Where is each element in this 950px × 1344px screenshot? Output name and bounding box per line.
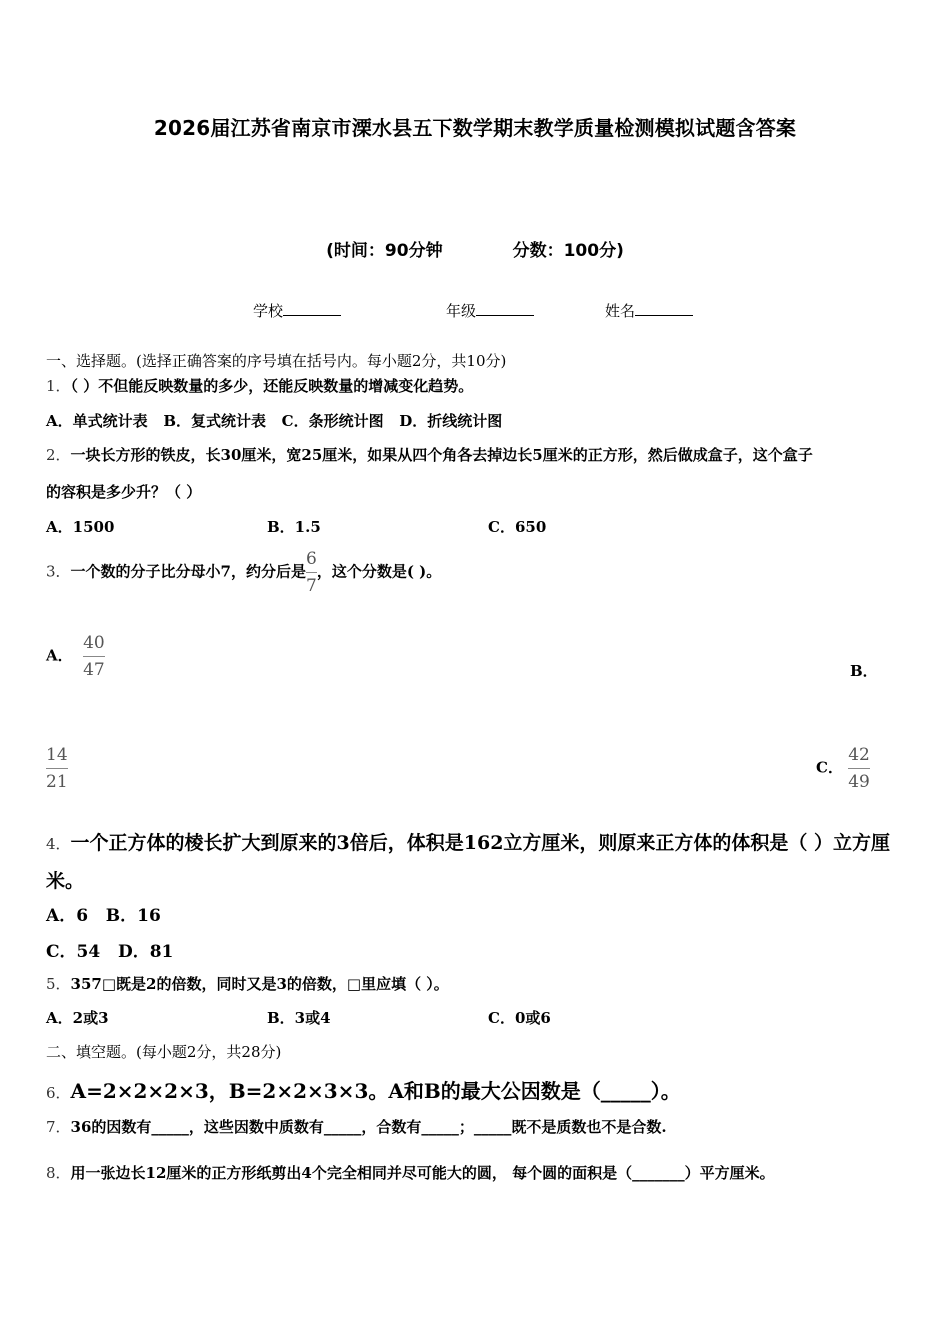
page-title: 2026届江苏省南京市溧水县五下数学期末教学质量检测模拟试题含答案 xyxy=(153,116,797,140)
question-4-line2: 米。 xyxy=(46,870,85,892)
grade-field: 年级 xyxy=(446,300,534,321)
question-1-options: A．单式统计表 B．复式统计表 C．条形统计图 D．折线统计图 xyxy=(46,412,503,430)
question-3: 3．一个数的分子比分母小7，约分后是 $\frac{6}{7}$ ，这个分数是( )。 xyxy=(46,549,442,596)
exam-score: 分数：100分) xyxy=(512,241,624,261)
school-field: 学校 xyxy=(253,300,341,321)
question-4-options-row1: A．6 B．16 xyxy=(46,906,161,926)
name-field: 姓名 xyxy=(605,300,693,321)
exam-meta xyxy=(0,236,950,261)
question-2-option-c: C．650 xyxy=(488,518,547,536)
section-heading-fill: 二、填空题。(每小题2分，共28分) xyxy=(46,1043,282,1061)
question-5-option-b: B．3或4 xyxy=(267,1009,331,1027)
section-heading-choice: 一、选择题。(选择正确答案的序号填在括号内。每小题2分，共10分) xyxy=(46,352,507,370)
question-2-option-b: B．1.5 xyxy=(267,518,321,536)
question-3-option-b-label: B． xyxy=(850,662,878,680)
question-1: 1．（ ）不但能反映数量的多少，还能反映数量的增减变化趋势。 xyxy=(46,377,474,395)
question-5-option-c: C．0或6 xyxy=(488,1009,551,1027)
question-4-options-row2: C．54 D．81 xyxy=(46,942,174,962)
question-3-option-b-fraction: $\frac{14}{21}$ xyxy=(46,745,68,792)
fraction-6-7: $\frac{6}{7}$ xyxy=(306,549,317,596)
question-2: 2．一块长方形的铁皮，长30厘米，宽25厘米，如果从四个角各去掉边长5厘米的正方形，然后做成盒子，这个盒子 xyxy=(46,446,813,464)
question-5-option-a: A．2或3 xyxy=(46,1009,109,1027)
question-4: 4．一个正方体的棱长扩大到原来的3倍后，体积是162立方厘米，则原来正方体的体积是（ ）立方厘 xyxy=(46,832,891,854)
question-3-option-a: A． $\frac{40}{47}$ xyxy=(46,633,105,680)
question-6: 6．A=2×2×2×3，B=2×2×3×3。A和B的最大公因数是（_____）。 xyxy=(46,1079,681,1103)
exam-time: (时间：90分钟 xyxy=(326,241,443,261)
question-3-option-c: C． $\frac{42}{49}$ xyxy=(816,745,870,792)
question-8: 8．用一张边长12厘米的正方形纸剪出4个完全相同并尽可能大的圆， 每个圆的面积是（_______）平方厘米。 xyxy=(46,1164,775,1182)
question-7: 7．36的因数有_____，这些因数中质数有_____，合数有_____；_____既不是质数也不是合数. xyxy=(46,1118,667,1136)
question-5: 5．357□既是2的倍数，同时又是3的倍数，□里应填（ ）。 xyxy=(46,975,449,993)
question-2-option-a: A．1500 xyxy=(46,518,115,536)
question-2-line2: 的容积是多少升？（ ） xyxy=(46,483,202,501)
